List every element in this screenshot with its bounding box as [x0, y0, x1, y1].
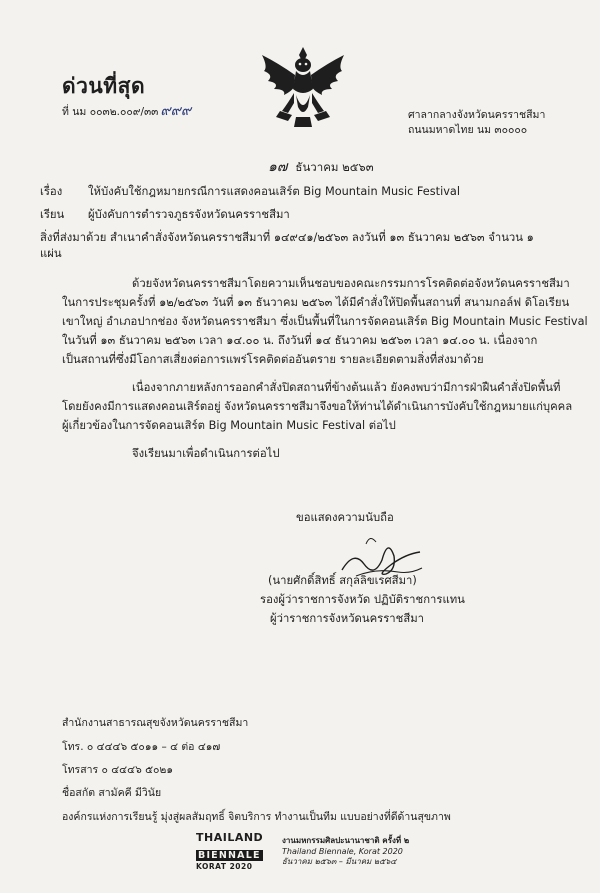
signatory-position-2: ผู้ว่าราชการจังหวัดนครราชสีมา	[270, 612, 425, 625]
biennale-logo-line-2: BIENNALE	[198, 850, 261, 861]
subject-line	[40, 184, 460, 200]
recipient-line	[40, 207, 290, 223]
signature-greeting: ขอแสดงความนับถือ	[296, 511, 394, 524]
signatory-position-1: รองผู้ว่าราชการจังหวัด ปฏิบัติราชการแทน	[260, 593, 465, 606]
attachment-line-2: แผ่น	[40, 247, 62, 260]
footer-office: สำนักงานสาธารณสุขจังหวัดนครราชสีมา	[62, 717, 249, 729]
paragraph2-line-1: เนื่องจากภายหลังการออกคำสั่งปิดสถานที่ข้างต้นแล้ว ยังคงพบว่ามีการฝ่าฝืนคำสั่งปิดพื้นที่	[132, 381, 561, 394]
urgency-heading: ด่วนที่สุด	[62, 74, 146, 98]
agency-line-1: ศาลากลางจังหวัดนครราชสีมา	[408, 109, 546, 121]
paragraph2-line-2: โดยยังคงมีการแสดงคอนเสิร์ตอยู่ จังหวัดนครราชสีมาจึงขอให้ท่านได้ดำเนินการบังคับใช้กฎหมายแก่บุคคล	[62, 400, 573, 413]
agency-line-2: ถนนมหาดไทย นม ๓๐๐๐๐	[408, 124, 528, 136]
footer-fax: โทรสาร ๐ ๔๔๔๖ ๕๐๒๑	[62, 764, 174, 776]
subject-label: เรื่อง	[40, 185, 63, 198]
closing-request: จึงเรียนมาเพื่อดำเนินการต่อไป	[132, 447, 280, 460]
paragraph1-line-1: ด้วยจังหวัดนครราชสีมาโดยความเห็นชอบของคณะกรรมการโรคติดต่อจังหวัดนครราชสีมา	[132, 277, 570, 290]
paragraph1-line-2: ในการประชุมครั้งที่ ๑๒/๒๕๖๓ วันที่ ๑๓ ธันวาคม ๒๕๖๓ ได้มีคำสั่งให้ปิดพื้นสถานที่ สนามกอล์ฟ ดิโอเรียน	[62, 296, 570, 309]
biennale-logo-line-3: KORAT 2020	[196, 862, 253, 871]
signatory-name: (นายศักดิ์สิทธิ์ สกุลลิขเรศสีมา)	[268, 574, 417, 587]
paragraph1-line-3: เขาใหญ่ อำเภอปากช่อง จังหวัดนครราชสีมา ซึ่งเป็นพื้นที่ในการจัดคอนเสิร์ต Big Mountain Music Festival	[62, 315, 588, 328]
recipient-text: ผู้บังคับการตำรวจภูธรจังหวัดนครราชสีมา	[88, 208, 290, 221]
attachment-line-1: สิ่งที่ส่งมาด้วย สำเนาคำสั่งจังหวัดนครราชสีมาที่ ๑๔๙๔๑/๒๕๖๓ ลงวันที่ ๑๓ ธันวาคม ๒๕๖๓ จำนวน ๑	[40, 231, 534, 244]
footer-slogan: องค์กรแห่งการเรียนรู้ มุ่งสู่ผลสัมฤทธิ์ จิตบริการ ทำงานเป็นทีม แบบอย่างที่ดีด้านสุขภาพ	[62, 811, 451, 823]
recipient-label: เรียน	[40, 208, 65, 221]
document-number-handwritten: ๙๙๙	[160, 103, 192, 119]
date-day: ๑๗	[268, 159, 288, 175]
biennale-text-line-1: งานมหกรรมศิลปะนานาชาติ ครั้งที่ ๒	[282, 836, 410, 845]
paragraph2-line-3: ผู้เกี่ยวข้องในการจัดคอนเสิร์ต Big Mountain Music Festival ต่อไป	[62, 419, 396, 432]
biennale-text-line-3: ธันวาคม ๒๕๖๓ – มีนาคม ๒๕๖๔	[282, 857, 397, 866]
garuda-emblem-icon	[258, 45, 348, 130]
date-month-year: ธันวาคม ๒๕๖๓	[295, 160, 374, 174]
letter-date	[268, 156, 374, 178]
document-number-prefix: ที่ นม ๐๐๓๒.๐๐๙/๓๓	[62, 106, 159, 118]
footer-phone: โทร. ๐ ๔๔๔๖ ๕๐๑๑ – ๔ ต่อ ๔๑๗	[62, 741, 221, 753]
document-number	[62, 100, 191, 122]
biennale-logo-line-1: THAILAND	[196, 831, 264, 844]
agency-address	[408, 108, 545, 138]
biennale-text-line-2: Thailand Biennale, Korat 2020	[282, 846, 403, 856]
subject-text: ให้บังคับใช้กฎหมายกรณีการแสดงคอนเสิร์ต Big Mountain Music Festival	[88, 185, 460, 198]
footer-contact: ชื่อสกัต สามัคคี มีวินัย	[62, 787, 162, 799]
biennale-logo	[196, 832, 263, 872]
paragraph1-line-4: ในวันที่ ๑๓ ธันวาคม ๒๕๖๓ เวลา ๑๔.๐๐ น. ถึงวันที่ ๑๔ ธันวาคม ๒๕๖๓ เวลา ๑๔.๐๐ น. เนื่องจาก	[62, 334, 538, 347]
paragraph1-line-5: เป็นสถานที่ซึ่งมีโอกาสเสี่ยงต่อการแพร่โรคติดต่ออันตราย รายละเอียดตามสิ่งที่ส่งมาด้วย	[62, 353, 484, 366]
biennale-text	[282, 836, 409, 868]
